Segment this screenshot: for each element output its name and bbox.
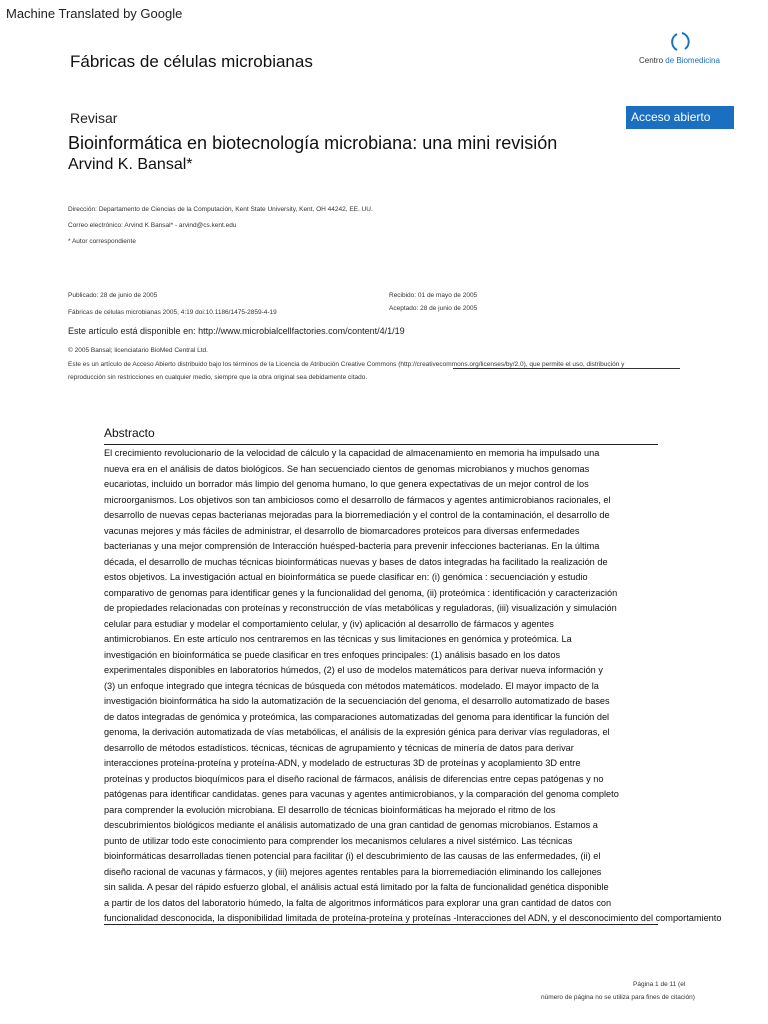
abstract-line: a partir de los datos del laboratorio húmedo, la falta de algoritmos informáticos para explorar una gran cantidad de datos con (104, 897, 612, 908)
open-access-badge[interactable]: Acceso abierto (626, 106, 734, 129)
abstract-line: bioinformáticas desarrolladas tienen potencial para facilitar (i) el descubrimiento de las causas de las enfermedades, (ii) el (104, 851, 601, 861)
abstract-bottom-rule (104, 924, 658, 925)
article-title: Bioinformática en biotecnología microbiana: una mini revisión (68, 133, 558, 153)
abstract-heading: Abstracto (104, 426, 155, 440)
machine-translation-banner: Machine Translated by Google (6, 6, 183, 21)
abstract-body (104, 446, 768, 927)
license-text-line: reproducción sin restricciones en cualquier medio, siempre que la obra original sea debidamente citado. (68, 374, 368, 381)
accepted-date: Aceptado: 28 de junio de 2005 (389, 305, 478, 312)
abstract-line: bacterianas y una mejor comprensión de Interacción huésped-bacteria para prevenir infecciones bacterianas. En la última (104, 541, 600, 551)
article-url-line[interactable]: Este artículo está disponible en: http://www.microbialcellfactories.com/content/4/1/19 (68, 326, 405, 336)
page-number-note: número de página no se utiliza para fines de citación) (541, 994, 695, 1001)
abstract-line: antimicrobianos. En este artículo nos centraremos en las técnicas y sus limitaciones en genómica y proteómica. La (104, 634, 572, 644)
logo-text-prefix: Centro (639, 56, 664, 65)
logo-text (639, 56, 720, 65)
abstract-line: vacunas mejores y más fáciles de administrar, el desarrollo de biomarcadores proteicos para diversas enfermedades (104, 525, 580, 536)
copyright-line: © 2005 Bansal; licenciatario BioMed Central Ltd. (68, 347, 208, 354)
abstract-line: desarrollo de nuevas cepas bacterianas mejoradas para la biorremediación y el control de la contaminación, el desarrollo de (104, 510, 610, 520)
abstract-line: investigación bioinformática ha sido la automatización de la secuenciación del genoma, el desarrollo automatizado de bases (104, 696, 610, 706)
license-underline (453, 368, 680, 369)
abstract-top-rule (104, 444, 658, 445)
abstract-line: genoma, la derivación automatizada de vías metabólicas, el análisis de la expresión génica para derivar vías reguladoras, el (104, 727, 610, 737)
abstract-line: diseño racional de vacunas y fármacos, y (iii) mejores agentes rentables para la biorremediación eliminando los callejones (104, 866, 602, 877)
abstract-line: El crecimiento revolucionario de la velocidad de cálculo y la capacidad de almacenamiento en memoria ha impulsado una (104, 448, 600, 458)
open-access-arc-icon (668, 30, 692, 54)
abstract-line: funcionalidad desconocida, la disponibilidad limitada de proteína-proteína y proteínas -Interacciones del ADN, y el desconocimiento del comportamiento (104, 913, 722, 923)
abstract-line: experimentales disponibles en laboratorios húmedos, (2) el uso de modelos matemáticos para derivar nueva información y (104, 665, 603, 675)
page-number: Página 1 de 11 (el (633, 981, 686, 988)
abstract-line: microorganismos. Los objetivos son tan ambiciosos como el desarrollo de fármacos y agentes antimicrobianos racionales, el (104, 494, 611, 505)
license-text-line: Este es un artículo de Acceso Abierto distribuido bajo los términos de la Licencia de Atribución Creative Commons (http://creativecommons.org/licenses/by/2.0), que permite el uso, distribución y (68, 361, 625, 368)
article-authors: Arvind K. Bansal* (68, 156, 193, 173)
abstract-line: interacciones proteína-proteína y proteína-ADN, y modelado de estructuras 3D de proteínas y acoplamiento 3D entre (104, 758, 581, 768)
article-section-label: Revisar (70, 110, 118, 126)
abstract-line: de propiedades relacionadas con proteínas y reconstrucción de vías metabólicas y reguladoras, (iii) visualización y simulación (104, 603, 617, 613)
abstract-line: celular para estudiar y modelar el comportamiento celular, y (iv) aplicación al desarrollo de fármacos y agentes (104, 618, 554, 629)
abstract-line: comparativo de genomas para identificar genes y la funcionalidad del genoma, (ii) proteómica : identificación y caracterización (104, 587, 618, 598)
abstract-line: eucariotas, incluido un borrador más limpio del genoma humano, lo que genera expectativas de un mejor control de los (104, 479, 589, 489)
abstract-line: década, el desarrollo de muchas técnicas bioinformáticas nuevas y bases de datos integradas ha facilitado la realización de (104, 556, 608, 567)
abstract-line: punto de utilizar todo este conocimiento para comprender los mecanismos celulares a nivel sistémico. Las técnicas (104, 835, 573, 846)
citation-line: Fábricas de células microbianas 2005, 4:19 doi:10.1186/1475-2859-4-19 (68, 309, 277, 316)
abstract-line: descubrimientos biológicos mediante el análisis automatizado de una gran cantidad de genomas microbianos. Estamos a (104, 820, 598, 830)
abstract-line: de datos integradas de genómica y proteómica, las comparaciones automatizadas del genoma para identificar la función del (104, 711, 610, 722)
logo-text-accent: de Biomedicina (665, 56, 720, 65)
received-date: Recibido: 01 de mayo de 2005 (389, 292, 478, 299)
abstract-line: (3) un enfoque integrado que integra técnicas de búsqueda con métodos matemáticos. modelado. El mayor impacto de la (104, 680, 599, 691)
abstract-line: nueva era en el análisis de datos biológicos. Se han secuenciado cientos de genomas microbianos y muchos genomas (104, 463, 590, 474)
corresponding-author-note: * Autor correspondiente (68, 238, 136, 245)
author-affiliation: Dirección: Departamento de Ciencias de la Computación, Kent State University, Kent, OH 44242, EE. UU. (68, 206, 373, 213)
abstract-line: patógenas para identificar candidatas. genes para vacunas y agentes antimicrobianos, y la comparación del genoma completo (104, 789, 619, 799)
author-email[interactable]: Correo electrónico: Arvind K Bansal* - arvind@cs.kent.edu (68, 222, 237, 229)
publisher-logo[interactable] (636, 30, 736, 72)
abstract-line: para comprender la evolución microbiana. El desarrollo de técnicas bioinformáticas ha mejorado el ritmo de los (104, 804, 556, 815)
abstract-line: proteínas y productos bioquímicos para el diseño racional de fármacos, análisis de diferencias entre cepas patógenas y no (104, 773, 604, 784)
abstract-line: investigación en bioinformática se puede clasificar en tres enfoques principales: (1) análisis basado en los datos (104, 649, 561, 660)
abstract-line: estos objetivos. La investigación actual en bioinformática se puede clasificar en: (i) genómica : secuenciación y estudio (104, 572, 588, 582)
abstract-line: sin salida. A pesar del rápido esfuerzo global, el análisis actual está limitado por la falta de funcionalidad genética disponible (104, 882, 609, 892)
journal-name[interactable]: Fábricas de células microbianas (70, 52, 313, 71)
published-date: Publicado: 28 de junio de 2005 (68, 292, 158, 299)
abstract-line: desarrollo de métodos estadísticos. técnicas, técnicas de agrupamiento y técnicas de minería de datos para derivar (104, 742, 574, 753)
